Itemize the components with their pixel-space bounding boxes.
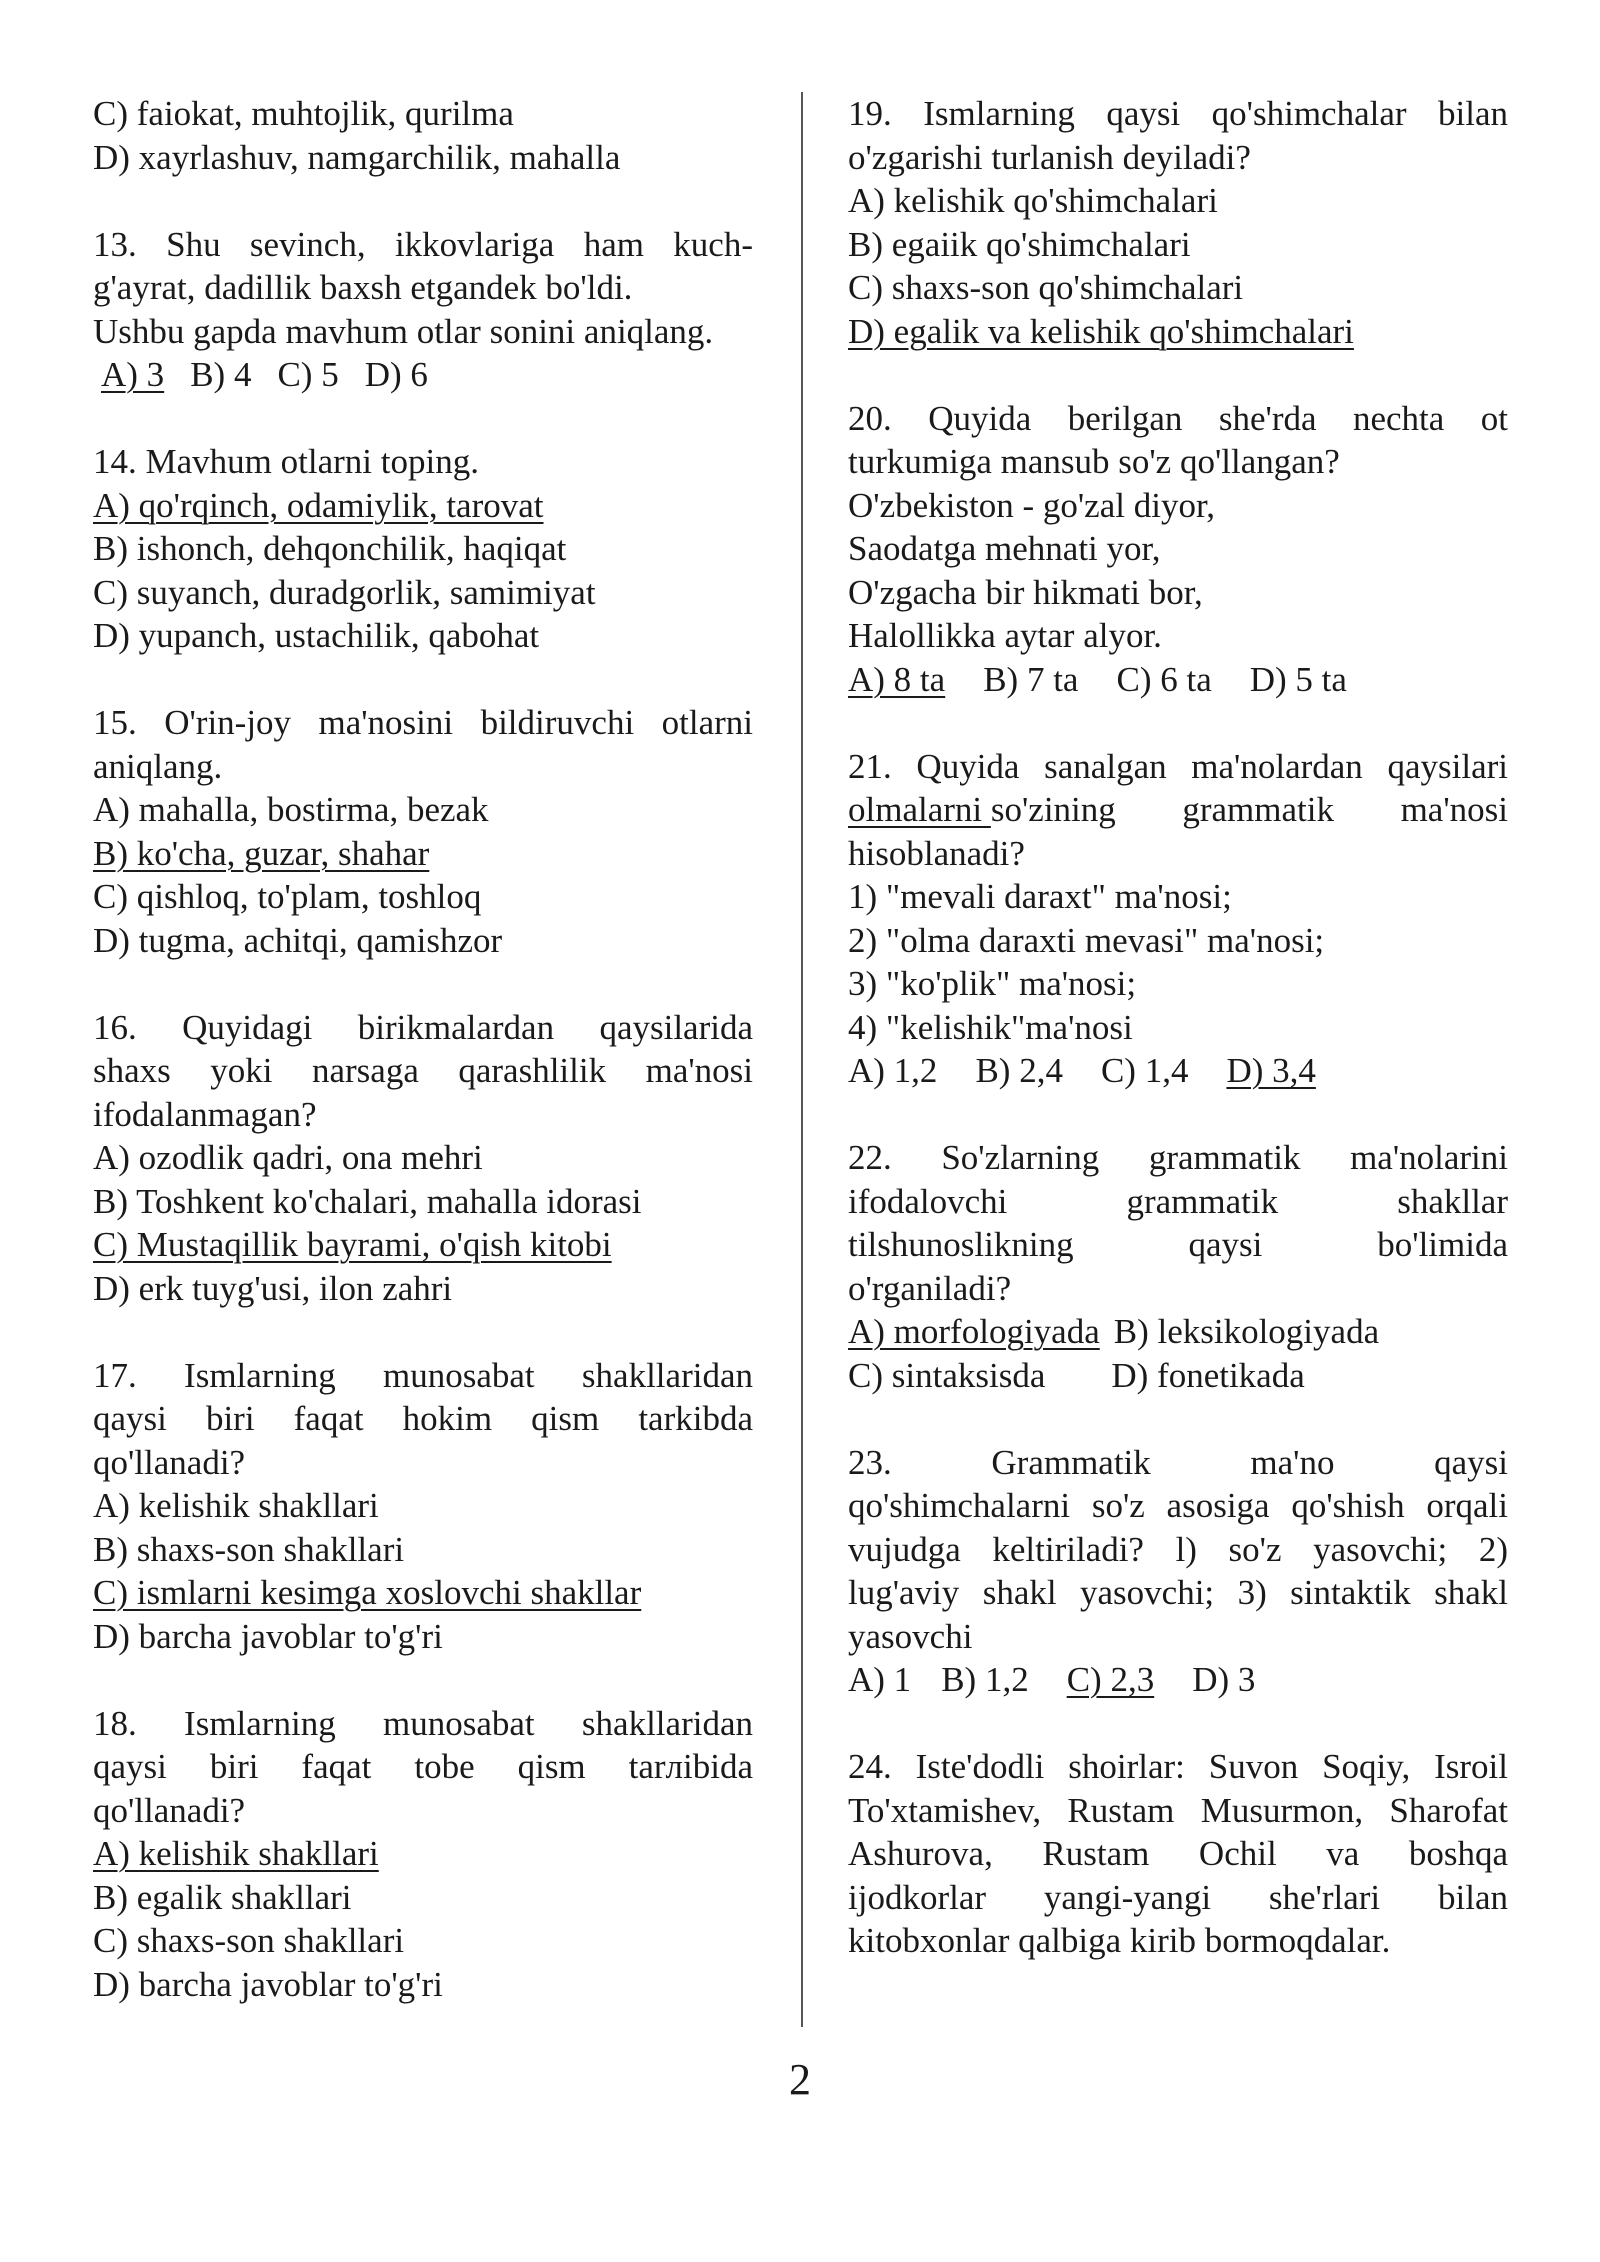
option-d-correct: D) egalik va kelishik qo'shimchalari	[848, 311, 1354, 351]
underlined-word: olmalarni	[848, 790, 991, 829]
option-b: B) shaxs-son shakllari	[93, 1529, 405, 1569]
poem-line: O'zgacha bir hikmati bor,	[848, 572, 1203, 612]
question-text: ifodalovchi grammatik shakllar	[848, 1181, 1508, 1221]
meaning-item: 3) "ko'plik" ma'nosi;	[848, 964, 1137, 1003]
option-c: C) shaxs-son shakllari	[93, 1921, 405, 1960]
question-text: Ushbu gapda mavhum otlar sonini aniqlang.	[93, 311, 714, 351]
question-16	[93, 1006, 753, 1311]
column-divider	[801, 92, 803, 2027]
option-a: A) ozodlik qadri, ona mehri	[93, 1138, 483, 1177]
option-c: C) 5	[277, 355, 339, 394]
option-c: C) suyanch, duradgorlik, samimiyat	[93, 572, 596, 612]
question-text: 17. Ismlarning munosabat shakllaridan	[93, 1355, 753, 1395]
option-a-correct: A) 3	[101, 355, 165, 394]
poem-line: Halollikka aytar alyor.	[848, 616, 1162, 655]
option-b: B) 2,4	[975, 1051, 1063, 1090]
options-row	[848, 1658, 1508, 1702]
question-12-tail	[93, 92, 753, 179]
question-text: 14. Mavhum otlarni toping.	[93, 442, 479, 481]
question-text: 20. Quyida berilgan she'rda nechta ot	[848, 398, 1508, 438]
option-a: A) 1,2	[848, 1051, 938, 1090]
option-b: B) egalik shakllari	[93, 1877, 352, 1917]
option-d: D) barcha javoblar to'g'ri	[93, 1964, 443, 2004]
question-text	[848, 788, 1508, 832]
question-18	[93, 1702, 753, 2007]
question-text: To'xtamishev, Rustam Musurmon, Sharofat	[848, 1790, 1508, 1830]
option-b: B) leksikologiyada	[1113, 1312, 1380, 1351]
page-number: 2	[789, 2055, 811, 2104]
question-text: aniqlang.	[93, 746, 223, 786]
question-23	[848, 1441, 1508, 1702]
option-a: A) 1	[848, 1660, 912, 1699]
question-text: lug'aviy shakl yasovchi; 3) sintaktik shakl	[848, 1573, 1508, 1612]
options-row	[848, 1310, 1508, 1354]
question-text: qo'llanadi?	[93, 1442, 246, 1482]
option-b: B) egaiik qo'shimchalari	[848, 224, 1191, 264]
question-text: qaysi biri faqat hokim qism tarkibda	[93, 1399, 753, 1438]
question-21	[848, 745, 1508, 1093]
option-a-correct: A) qo'rqinch, odamiylik, tarovat	[93, 485, 544, 525]
option-c-correct: C) ismlarni kesimga xoslovchi shakllar	[93, 1573, 642, 1612]
question-text: 19. Ismlarning qaysi qo'shimchalar bilan	[848, 94, 1508, 133]
question-text: turkumiga mansub so'z qo'llangan?	[848, 442, 1340, 481]
question-text: 18. Ismlarning munosabat shakllaridan	[93, 1703, 753, 1743]
option-c: C) 6 ta	[1116, 659, 1212, 699]
option-d: D) erk tuyg'usi, ilon zahri	[93, 1268, 453, 1308]
question-text: o'zgarishi turlanish deyiladi?	[848, 137, 1251, 177]
option-b: B) 7 ta	[983, 659, 1079, 699]
option-d: D) tugma, achitqi, qamishzor	[93, 920, 503, 960]
option-a-correct: A) morfologiyada	[848, 1312, 1100, 1351]
question-text: qo'shimchalarni so'z asosiga qo'shish orqali	[848, 1486, 1508, 1525]
question-13	[93, 223, 753, 397]
question-text: o'rganiladi?	[848, 1268, 1012, 1308]
options-row	[93, 353, 753, 397]
poem-line: O'zbekiston - go'zal diyor,	[848, 485, 1215, 525]
option-d-correct: D) 3,4	[1226, 1051, 1316, 1090]
question-text: 21. Quyida sanalgan ma'nolardan qaysilari	[848, 746, 1508, 786]
option-c: C) 1,4	[1100, 1051, 1189, 1090]
question-text: qo'llanadi?	[93, 1790, 246, 1830]
question-text: 15. O'rin-joy ma'nosini bildiruvchi otlarni	[93, 703, 753, 742]
question-text: Ashurova, Rustam Ochil va boshqa	[848, 1834, 1508, 1873]
option-b: B) ishonch, dehqonchilik, haqiqat	[93, 529, 567, 568]
options-row	[848, 1049, 1508, 1093]
option-a: A) kelishik shakllari	[93, 1486, 379, 1525]
option-c: C) sintaksisda	[848, 1355, 1046, 1395]
option-d: D) 6	[364, 355, 428, 394]
meaning-item: 2) "olma daraxti mevasi" ma'nosi;	[848, 920, 1325, 960]
options-row	[848, 1354, 1508, 1398]
option-d: D) xayrlashuv, namgarchilik, mahalla	[93, 137, 621, 177]
question-17	[93, 1354, 753, 1659]
question-text: 24. Iste'dodli shoirlar: Suvon Soqiy, Isroil	[848, 1747, 1508, 1786]
option-c-correct: C) Mustaqillik bayrami, o'qish kitobi	[93, 1225, 612, 1264]
question-22	[848, 1136, 1508, 1397]
question-text: 13. Shu sevinch, ikkovlariga ham kuch-	[93, 224, 753, 264]
question-20	[848, 397, 1508, 702]
question-text: g'ayrat, dadillik baxsh etgandek bo'ldi.	[93, 268, 633, 307]
question-text-rest: so'zining grammatik ma'nosi	[990, 790, 1508, 829]
option-a-correct: A) kelishik shakllari	[93, 1834, 379, 1873]
question-text: ijodkorlar yangi-yangi she'rlari bilan	[848, 1877, 1508, 1917]
question-text: ifodalanmagan?	[93, 1094, 317, 1134]
question-15	[93, 701, 753, 962]
poem-line: Saodatga mehnati yor,	[848, 529, 1161, 568]
option-b-correct: B) ko'cha, guzar, shahar	[93, 833, 430, 873]
question-text: kitobxonlar qalbiga kirib bormoqdalar.	[848, 1921, 1391, 1960]
option-d: D) barcha javoblar to'g'ri	[93, 1616, 443, 1656]
question-text: tilshunoslikning qaysi bo'limida	[848, 1225, 1508, 1264]
question-text: hisoblanadi?	[848, 833, 1025, 873]
question-text: vujudga keltiriladi? l) so'z yasovchi; 2)	[848, 1529, 1508, 1569]
question-14	[93, 440, 753, 658]
left-column	[93, 92, 753, 2050]
option-b: B) 4	[190, 355, 252, 394]
question-text: 16. Quyidagi birikmalardan qaysilarida	[93, 1007, 753, 1047]
question-text: 22. So'zlarning grammatik ma'nolarini	[848, 1138, 1508, 1177]
question-text: qaysi biri faqat tobe qism tarлibida	[93, 1747, 753, 1786]
option-d: D) 5 ta	[1249, 659, 1347, 699]
option-a: A) mahalla, bostirma, bezak	[93, 790, 489, 829]
option-c: C) qishloq, to'plam, toshloq	[93, 877, 482, 916]
question-24	[848, 1745, 1508, 1963]
option-d: D) 3	[1192, 1660, 1256, 1699]
option-c: C) faiokat, muhtojlik, qurilma	[93, 94, 514, 133]
question-text: 23. Grammatik ma'no qaysi	[848, 1442, 1508, 1482]
meaning-item: 4) "kelishik"ma'nosi	[848, 1007, 1133, 1047]
option-b: B) 1,2	[941, 1660, 1029, 1699]
question-text: shaxs yoki narsaga qarashlilik ma'nosi	[93, 1051, 753, 1090]
option-b: B) Toshkent ko'chalari, mahalla idorasi	[93, 1181, 642, 1221]
option-a: A) kelishik qo'shimchalari	[848, 181, 1218, 220]
option-d: D) yupanch, ustachilik, qabohat	[93, 616, 540, 655]
right-column	[848, 92, 1508, 2006]
question-text: yasovchi	[848, 1616, 973, 1656]
option-c-correct: C) 2,3	[1066, 1660, 1155, 1699]
options-row	[848, 658, 1508, 702]
question-19	[848, 92, 1508, 353]
meaning-item: 1) "mevali daraxt" ma'nosi;	[848, 877, 1232, 916]
option-d: D) fonetikada	[1111, 1355, 1305, 1395]
option-c: C) shaxs-son qo'shimchalari	[848, 268, 1244, 307]
option-a-correct: A) 8 ta	[848, 659, 946, 699]
